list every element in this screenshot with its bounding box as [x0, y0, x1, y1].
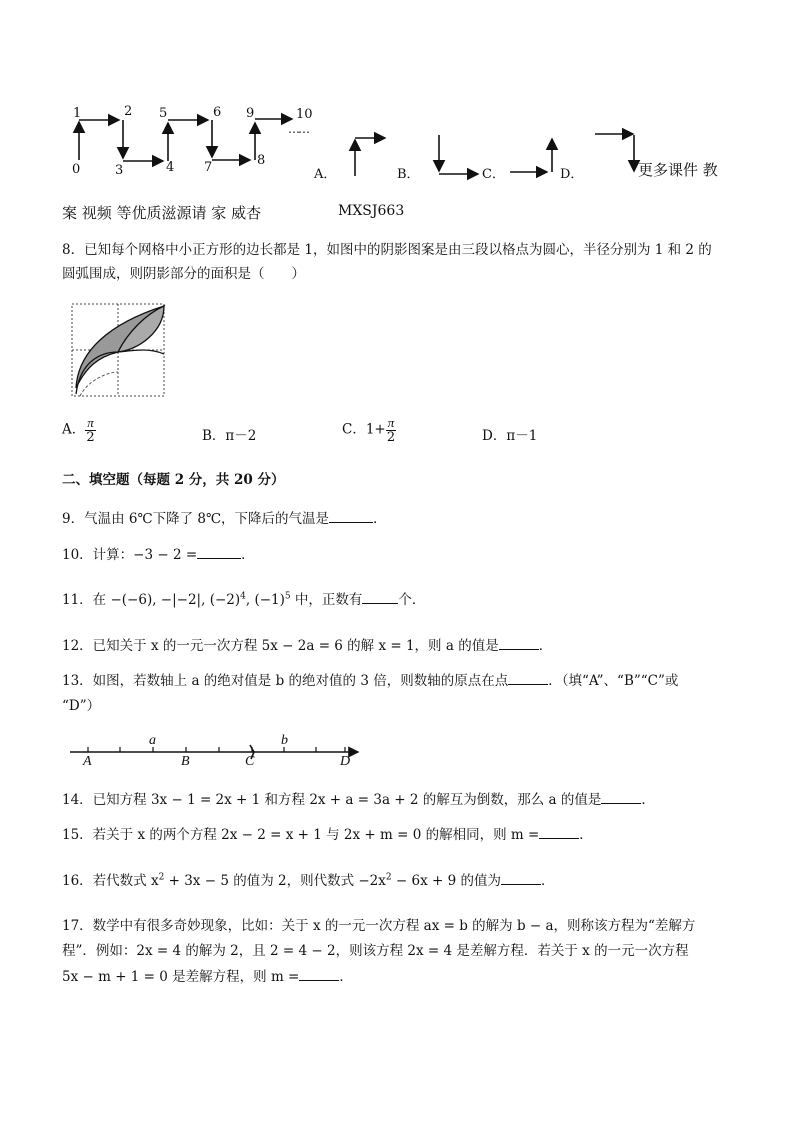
q8-option-a: A． $\frac{\pi}{2}$: [62, 415, 95, 445]
pattern-num-5: 5: [159, 106, 168, 121]
q8-option-a-frac: $\frac{\pi}{2}$: [86, 415, 95, 445]
pattern-option-b: B．: [397, 167, 420, 182]
q13: 13．如图，若数轴上 a 的绝对值是 b 的绝对值的 3 倍，则数轴的原点在点 ．（填“A”、“B”“C”或: [62, 673, 679, 689]
q9: 9．气温由 6℃下降了 8℃，下降后的气温是 ．: [62, 511, 387, 527]
numberline-point-D: D: [340, 754, 351, 769]
q16: 16．若代数式 $x^2 + 3x - 5$ 的值为 2，则代数式 $-2x^2 - 6x + 9$ 的值为 ．: [62, 872, 555, 889]
promo-code: MXSJ663: [338, 203, 405, 219]
pattern-num-9: 9: [246, 106, 255, 121]
q15-answer-blank[interactable]: [539, 826, 579, 839]
q15: 15．若关于 x 的两个方程 2x − 2 = x + 1 与 2x + m = 0 的解相同，则 m = ．: [62, 827, 593, 843]
pattern-option-a: A．: [314, 167, 337, 182]
pattern-num-8: 8: [257, 153, 266, 168]
q10: 10．计算：−3 − 2 = ．: [62, 547, 255, 563]
pattern-num-0: 0: [72, 162, 81, 177]
q13-number-line: [70, 735, 370, 775]
q14: 14．已知方程 3x − 1 = 2x + 1 和方程 2x + a = 3a + 2 的解互为倒数，那么 a 的值是 ．: [62, 792, 655, 808]
pattern-option-c: C．: [482, 167, 505, 182]
promo-text-line2: 案 视频 等优质滋源请 家 威杏: [62, 204, 262, 222]
q12: 12．已知关于 x 的一元一次方程 5x − 2a = 6 的解 x = 1，则 a 的值是 ．: [62, 638, 553, 654]
q8-text2: 圆弧围成，则阴影部分的面积是（ ）: [62, 266, 305, 282]
numberline-point-C: C: [245, 754, 255, 769]
pattern-num-7: 7: [204, 160, 213, 175]
q10-answer-blank[interactable]: [197, 546, 241, 559]
numberline-label-a: a: [149, 733, 156, 748]
pattern-num-3: 3: [115, 163, 124, 178]
q11-answer-blank[interactable]: [362, 591, 398, 604]
pattern-num-2: 2: [124, 104, 133, 119]
pattern-num-10: 10: [296, 107, 313, 122]
q14-answer-blank[interactable]: [601, 791, 641, 804]
q13-continued: “D”）: [62, 698, 101, 714]
q13-answer-blank[interactable]: [508, 672, 548, 685]
q17-line1: 17．数学中有很多奇妙现象，比如：关于 x 的一元一次方程 ax = b 的解为 b − a，则称该方程为“差解方: [62, 918, 696, 934]
q8-option-c-frac: $\frac{\pi}{2}$: [386, 415, 396, 445]
q8-text: 8．已知每个网格中小正方形的边长都是 1，如图中的阴影图案是由三段以格点为圆心，半径分别为 1 和 2 的: [62, 242, 712, 258]
numberline-label-b: b: [281, 733, 288, 748]
q16-answer-blank[interactable]: [501, 872, 541, 885]
q9-answer-blank[interactable]: [329, 510, 373, 523]
section-fill-in-title: 二、填空题（每题 2 分，共 20 分）: [62, 472, 285, 488]
q11: 11．在 −(−6), −|−2|, $(-2)^4$, $(-1)^5$ 中，正数有 个．: [62, 591, 426, 608]
numberline-point-B: B: [181, 754, 190, 769]
q8-option-d: D．π－1: [482, 428, 538, 444]
q8-figure: [68, 302, 168, 402]
q8-option-b: B．π－2: [202, 428, 257, 444]
q17-answer-blank[interactable]: [299, 968, 339, 981]
pattern-num-1: 1: [73, 106, 82, 121]
numberline-point-A: A: [83, 754, 92, 769]
q17-line2: 程”．例如：2x = 4 的解为 2，且 2 = 4 − 2，则该方程 2x = 4 是差解方程．若关于 x 的一元一次方程: [62, 943, 689, 959]
q8-option-c: C．1+ $\frac{\pi}{2}$: [342, 415, 396, 445]
pattern-option-d: D．: [560, 167, 584, 182]
q17-line3: 5x − m + 1 = 0 是差解方程，则 m = ．: [62, 969, 353, 985]
q12-answer-blank[interactable]: [499, 637, 539, 650]
pattern-dots: ……: [288, 122, 308, 136]
pattern-num-4: 4: [166, 160, 175, 175]
promo-text: 更多课件 教: [638, 161, 718, 179]
pattern-num-6: 6: [213, 105, 222, 120]
